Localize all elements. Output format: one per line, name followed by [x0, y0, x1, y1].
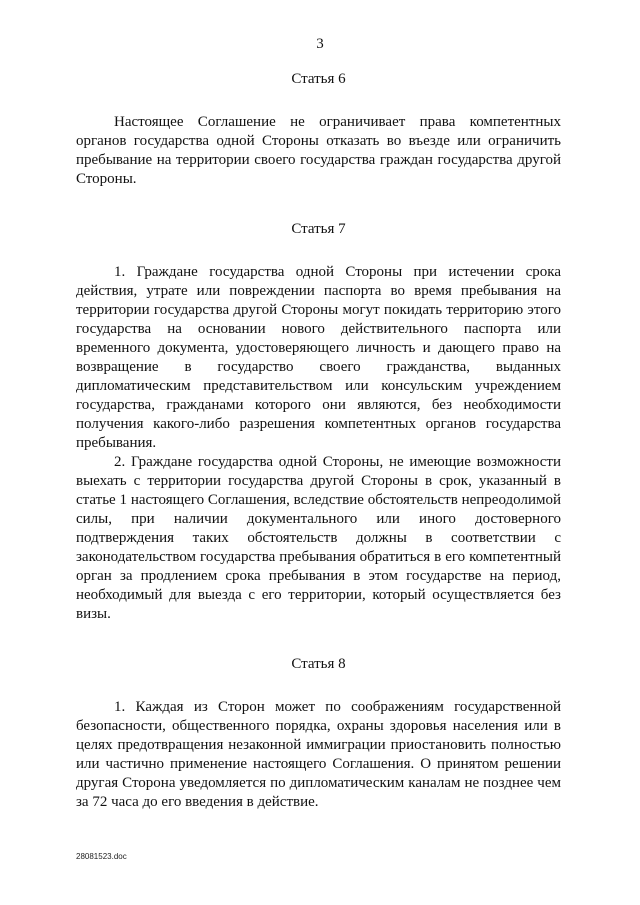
document-body: [76, 70, 561, 812]
page-number: 3: [316, 36, 324, 52]
article-7-paragraph-2: 2. Граждане государства одной Стороны, не имеющие возможности выехать с территории государства другой Стороны в срок, указанный в статье 1 настоящего Соглашения, вследствие обстоятельств непреодолимой силы, при наличии документального или иного достоверного подтверждения таких обстоятельств должны в соответствии с законодательством государства пребывания обратиться в его компетентный орган за продлением срока пребывания в этом государстве на период, необходимый для выезда с его территории, который осуществляется без визы.: [76, 454, 561, 622]
article-7-paragraph-1: 1. Граждане государства одной Стороны при истечении срока действия, утрате или повреждении паспорта во время пребывания на территории государства другой Стороны могут покидать территорию этого государства на основании нового действительного паспорта или временного документа, удостоверяющего личность и дающего право на возвращение в государство своего гражданства, выданных дипломатическим представительством или консульским учреждением государства, гражданами которого они являются, без необходимости получения какого-либо разрешения компетентных органов государства пребывания.: [76, 264, 561, 451]
document-filename-footer: 28081523.doc: [76, 852, 127, 861]
article-8-heading: Статья 8: [291, 656, 346, 672]
article-6-paragraph-1: Настоящее Соглашение не ограничивает права компетентных органов государства одной Стороны отказать во въезде или ограничить пребывание на территории своего государства граждан государства другой Стороны.: [76, 114, 561, 187]
article-7-heading: Статья 7: [291, 221, 346, 237]
article-8-paragraph-1: 1. Каждая из Сторон может по соображениям государственной безопасности, общественного порядка, охраны здоровья населения или в целях предотвращения незаконной иммиграции приостановить полностью или частично применение настоящего Соглашения. О принятом решении другая Сторона уведомляется по дипломатическим каналам не позднее чем за 72 часа до его введения в действие.: [76, 699, 561, 810]
article-6-heading: Статья 6: [291, 71, 346, 87]
